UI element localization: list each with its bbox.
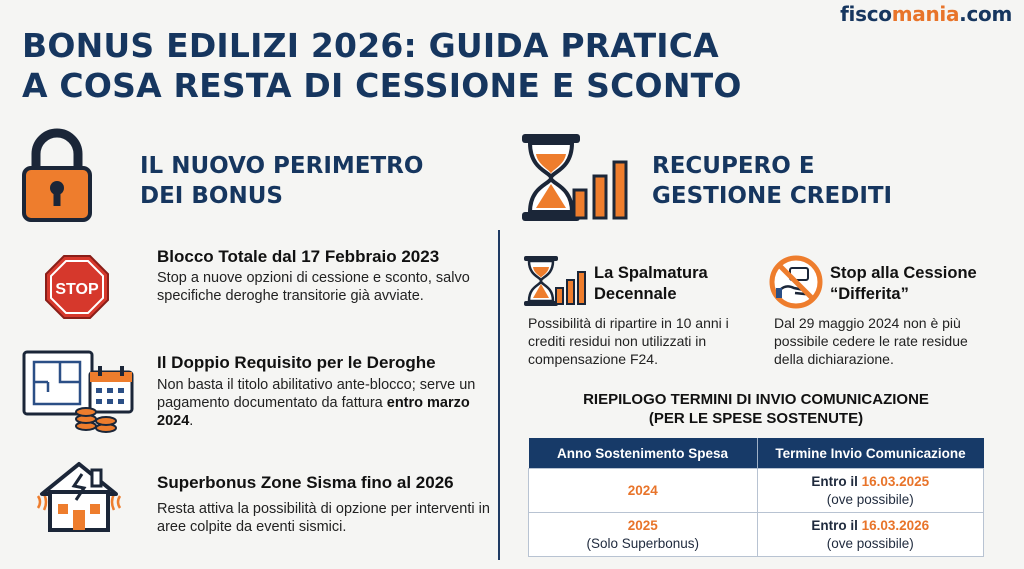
page-title [22, 26, 742, 106]
padlock-icon [20, 128, 94, 224]
table-row [529, 513, 984, 557]
left-section-title [140, 151, 423, 211]
year-note: (Solo Superbonus) [586, 535, 700, 551]
feature-title-blocco: Blocco Totale dal 17 Febbraio 2023 [157, 247, 440, 266]
feature-title-superbonus-sisma: Superbonus Zone Sisma fino al 2026 [157, 473, 454, 492]
recap-title [530, 390, 982, 428]
subsection-text-spalmatura: Possibilità di ripartire in 10 anni i crediti residui non utilizzati in compensazione F24. [528, 315, 729, 367]
no-transfer-icon [768, 254, 824, 310]
small-hourglass-chart-icon [522, 254, 588, 308]
right-section-title [652, 151, 892, 211]
table-header-termine: Termine Invio Comunicazione [757, 438, 984, 469]
right-section-title-line-2: GESTIONE CREDITI [652, 183, 893, 209]
page-title-line-1: BONUS EDILIZI 2026: GUIDA PRATICA [22, 26, 719, 65]
subsection-title-spalmatura-line-1: La Spalmatura [594, 264, 708, 282]
feature-title-doppio-requisito: Il Doppio Requisito per le Deroghe [157, 353, 436, 372]
stop-sign-icon [44, 254, 110, 320]
subsection-title-spalmatura-line-2: Decennale [594, 285, 677, 303]
deadline-prefix: Entro il [811, 473, 862, 489]
left-section-title-line-1: IL NUOVO PERIMETRO [140, 153, 424, 179]
brand-part-1: fisco [840, 2, 892, 26]
recap-title-line-1: RIEPILOGO TERMINI DI INVIO COMUNICAZIONE [583, 391, 929, 408]
deadline-note: (ove possibile) [826, 535, 914, 551]
feature-text-blocco: Stop a nuove opzioni di cessione e sconto, salvo specifiche deroghe transitorie già avviate. [157, 270, 470, 304]
page-title-line-2: A COSA RESTA DI CESSIONE E SCONTO [22, 66, 742, 105]
blueprint-calendar-coins-icon [20, 348, 136, 434]
feature-text-doppio-requisito-bold: entro marzo 2024 [157, 395, 470, 429]
brand-logo[interactable] [840, 2, 1012, 26]
left-section-title-line-2: DEI BONUS [140, 183, 283, 209]
subsection-title-stop-cessione-line-1: Stop alla Cessione [830, 264, 977, 282]
table-header-row [529, 438, 984, 469]
table-cell-deadline [757, 469, 984, 513]
recap-title-line-2: (PER LE SPESE SOSTENUTE) [648, 410, 864, 427]
subsection-title-stop-cessione [830, 263, 977, 305]
right-section-title-line-1: RECUPERO E [652, 153, 815, 179]
brand-part-2: mania [891, 2, 960, 26]
subsection-text-stop-cessione: Dal 29 maggio 2024 non è più possibile cedere le rate residue della dichiarazione. [774, 315, 968, 367]
table-cell-year [529, 469, 758, 513]
table-header-anno: Anno Sostenimento Spesa [529, 438, 758, 469]
deadlines-table [528, 438, 984, 557]
deadline-date: 16.03.2025 [861, 473, 930, 489]
feature-text-doppio-requisito-end: . [189, 413, 194, 429]
stop-sign-label: STOP [55, 281, 99, 298]
house-earthquake-icon [30, 460, 128, 534]
feature-text-superbonus-sisma: Resta attiva la possibilità di opzione per interventi in aree colpite da eventi sismici. [157, 501, 490, 535]
hourglass-chart-icon [518, 132, 638, 224]
deadline-date: 16.03.2026 [861, 517, 930, 533]
table-cell-deadline [757, 513, 984, 557]
subsection-title-spalmatura [594, 263, 708, 305]
brand-part-3: .com [959, 2, 1012, 26]
year-value: 2024 [627, 482, 658, 498]
deadline-note: (ove possibile) [826, 491, 914, 507]
table-cell-year [529, 513, 758, 557]
column-divider [498, 230, 500, 560]
year-value: 2025 [627, 517, 658, 533]
table-row [529, 469, 984, 513]
deadline-prefix: Entro il [811, 517, 862, 533]
subsection-title-stop-cessione-line-2: “Differita” [830, 285, 909, 303]
feature-text-doppio-requisito-main: Non basta il titolo abilitativo ante-blocco; serve un pagamento documentato da fattura [157, 377, 476, 411]
feature-text-doppio-requisito [157, 376, 497, 430]
